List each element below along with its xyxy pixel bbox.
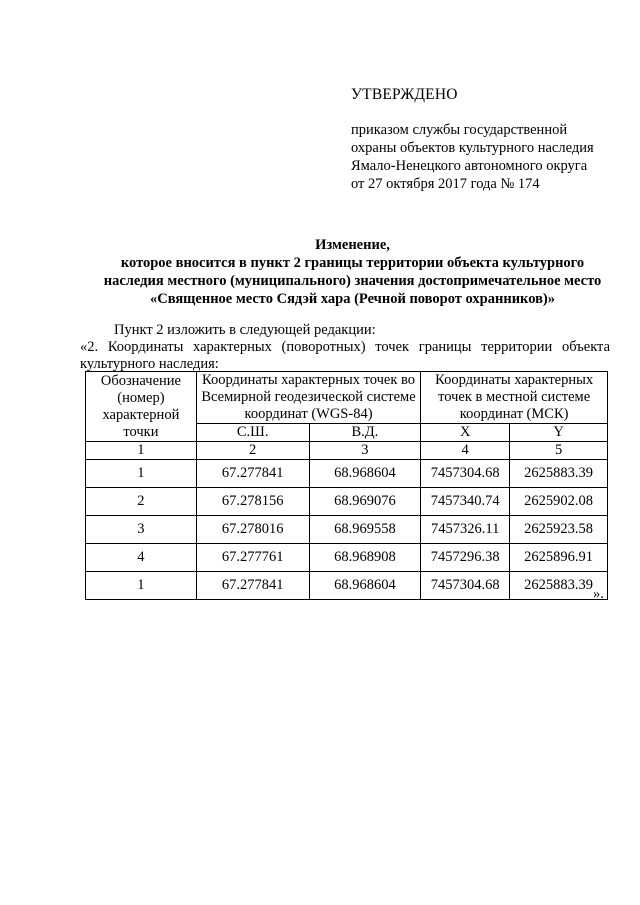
table-row: [86, 460, 608, 488]
body-text: [80, 322, 610, 373]
item-paragraph-line: культурного наследия:: [80, 356, 219, 372]
column-number: 4: [421, 442, 510, 460]
column-number: 2: [196, 442, 309, 460]
cell-point: 1: [86, 460, 197, 488]
cell-point: 2: [86, 488, 197, 516]
cell-lat: 67.277761: [196, 544, 309, 572]
header-msk: Координаты характерных точек в местной системе координат (МСК): [421, 372, 608, 424]
cell-lon: 68.968604: [309, 572, 421, 600]
cell-y: 2625923.58: [510, 516, 608, 544]
coordinates-table: [85, 371, 608, 600]
cell-x: 7457340.74: [421, 488, 510, 516]
cell-y: 2625883.39: [510, 572, 608, 600]
closing-quote: ».: [593, 586, 604, 602]
approval-block: [351, 86, 611, 193]
cell-point: 4: [86, 544, 197, 572]
cell-y: 2625902.08: [510, 488, 608, 516]
cell-x: 7457326.11: [421, 516, 510, 544]
table-row: [86, 516, 608, 544]
cell-x: 7457296.38: [421, 544, 510, 572]
cell-lon: 68.969558: [309, 516, 421, 544]
cell-y: 2625883.39: [510, 460, 608, 488]
cell-lat: 67.278156: [196, 488, 309, 516]
table-header-row: [86, 372, 608, 424]
cell-lon: 68.969076: [309, 488, 421, 516]
cell-x: 7457304.68: [421, 572, 510, 600]
subheader-y: Y: [510, 424, 608, 442]
header-wgs: Координаты характерных точек во Всемирной геодезической системе координат (WGS-84): [196, 372, 420, 424]
cell-x: 7457304.68: [421, 460, 510, 488]
column-number: 3: [309, 442, 421, 460]
header-point: Обозначение (номер) характерной точки: [86, 372, 197, 442]
document-title: [80, 236, 625, 308]
cell-lon: 68.968604: [309, 460, 421, 488]
approval-heading: УТВЕРЖДЕНО: [351, 86, 458, 103]
cell-point: 1: [86, 572, 197, 600]
title-line: которое вносится в пункт 2 границы территории объекта культурного: [120, 255, 585, 271]
cell-lat: 67.277841: [196, 460, 309, 488]
table-row: [86, 488, 608, 516]
title-line: «Священное место Сядэй хара (Речной поворот охранников)»: [149, 291, 556, 307]
column-number: 1: [86, 442, 197, 460]
column-number-row: [86, 442, 608, 460]
subheader-x: X: [421, 424, 510, 442]
title-line: Изменение,: [315, 237, 390, 253]
subheader-lon: В.Д.: [309, 424, 421, 442]
column-number: 5: [510, 442, 608, 460]
cell-lat: 67.277841: [196, 572, 309, 600]
intro-paragraph: Пункт 2 изложить в следующей редакции:: [114, 322, 376, 338]
title-line: наследия местного (муниципального) значения достопримечательное место: [103, 273, 602, 289]
cell-point: 3: [86, 516, 197, 544]
table-row: [86, 544, 608, 572]
approval-line: Ямало-Ненецкого автономного округа: [351, 158, 588, 174]
subheader-lat: С.Ш.: [196, 424, 309, 442]
cell-y: 2625896.91: [510, 544, 608, 572]
cell-lon: 68.968908: [309, 544, 421, 572]
approval-line: от 27 октября 2017 года № 174: [351, 176, 540, 192]
item-paragraph-line: «2. Координаты характерных (поворотных) точек границы территории объекта: [80, 339, 610, 355]
cell-lat: 67.278016: [196, 516, 309, 544]
approval-line: приказом службы государственной: [351, 122, 568, 138]
table-row: [86, 572, 608, 600]
approval-line: охраны объектов культурного наследия: [351, 140, 594, 156]
